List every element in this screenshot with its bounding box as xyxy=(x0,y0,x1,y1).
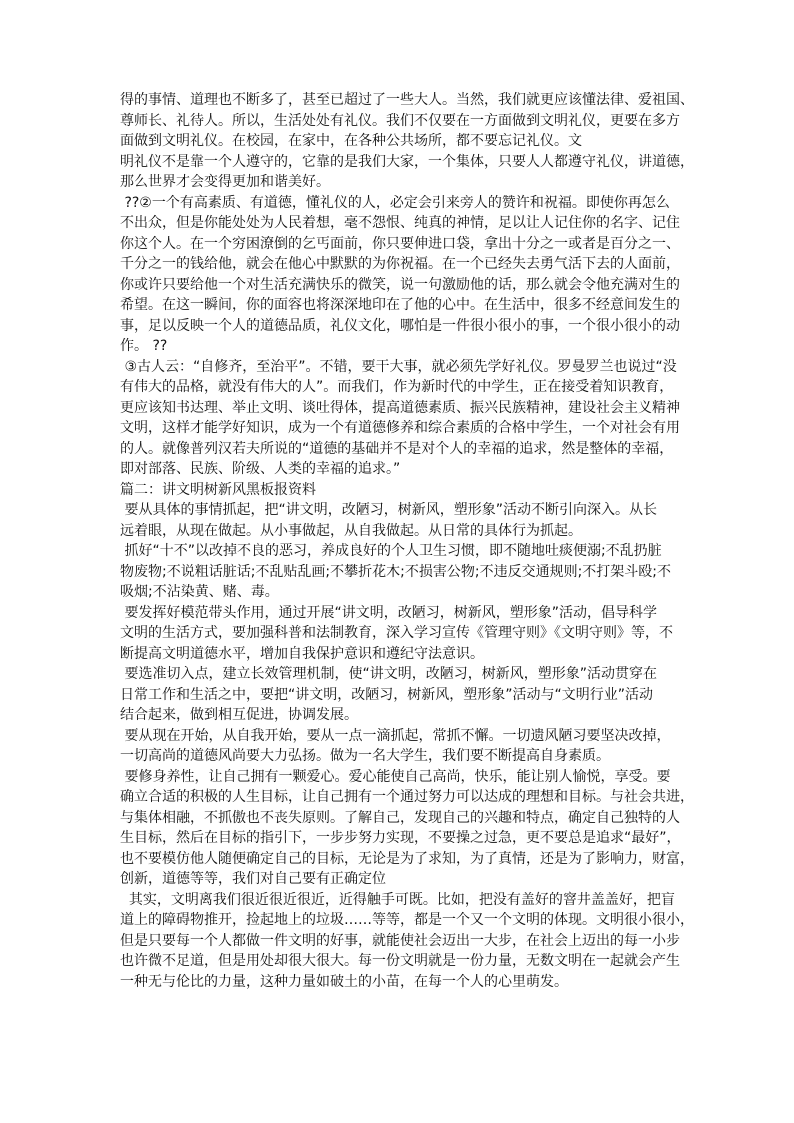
text-line: 但是只要每一个人都做一件文明的好事，就能使社会迈出一大步，在社会上迈出的每一小步 xyxy=(120,932,680,949)
text-line: 要从现在开始，从自我开始，要从一点一滴抓起，常抓不懈。一切遗风陋习要坚决改掉， xyxy=(120,727,671,744)
text-line: 生目标，然后在目标的指引下，一步步努力实现，不要操之过急，更不要总是追求“最好”， xyxy=(120,830,681,846)
text-line: 尊师长、礼待人。所以，生活处处有礼仪。我们不仅要在一方面做到文明礼仪，更要在多方 xyxy=(120,112,680,129)
text-line: 更应该知书达理、举止文明、谈吐得体，提高道德素质、振兴民族精神，建设社会主义精神 xyxy=(120,399,680,416)
text-line: 希望。在这一瞬间，你的面容也将深深地印在了他的心中。在生活中，很多不经意间发生的 xyxy=(120,297,680,313)
text-line: 不出众，但是你能处处为人民着想，毫不怨恨、纯真的神情，足以让人记住你的名字、记住 xyxy=(120,215,680,231)
section-heading: 篇二：讲文明树新风黑板报资料 xyxy=(120,481,316,498)
text-line: 抓好“十不”以改掉不良的恶习，养成良好的个人卫生习惯，即不随地吐痰便溺;不乱扔脏 xyxy=(120,543,662,559)
text-line: ??②一个有高素质、有道德，懂礼仪的人，必定会引来旁人的赞许和祝福。即使你再怎么 xyxy=(120,194,670,211)
text-line: 一切高尚的道德风尚要大力弘扬。做为一名大学生，我们要不断提高自身素质。 xyxy=(120,748,610,764)
text-line: 日常工作和生活之中，要把“讲文明，改陋习，树新风，塑形象”活动与“文明行业”活动 xyxy=(120,686,654,703)
text-line: 吸烟;不沾染黄、赌、毒。 xyxy=(120,584,279,600)
text-line: 结合起来，做到相互促进，协调发展。 xyxy=(120,707,358,723)
text-line: 得的事情、道理也不断多了，甚至已超过了一些大人。当然，我们就更应该懂法律、爱祖国、 xyxy=(120,92,694,108)
text-line: 那么世界才会变得更加和谐美好。 xyxy=(120,174,330,190)
text-line: 事，足以反映一个人的道德品质，礼仪文化，哪怕是一件很小很小的事，一个很小很小的动 xyxy=(120,317,680,334)
text-line: 也不要模仿他人随便确定自己的目标，无论是为了求知，为了真情，还是为了影响力，财富， xyxy=(120,850,694,867)
text-line: 你这个人。在一个穷困潦倒的乞丐面前，你只要伸进口袋，拿出十分之一或者是百分之一、 xyxy=(120,235,680,252)
text-line: 千分之一的钱给他，就会在他心中默默的为你祝福。在一个已经失去勇气活下去的人面前， xyxy=(120,256,680,272)
text-line: 要发挥好模范带头作用，通过开展“讲文明，改陋习，树新风，塑形象”活动，倡导科学 xyxy=(120,604,657,621)
text-line: 要从具体的事情抓起，把“讲文明，改陋习，树新风，塑形象”活动不断引向深入。从长 xyxy=(120,502,657,518)
text-line: 有伟大的品格，就没有伟大的人”。而我们，作为新时代的中学生，正在接受着知识教育， xyxy=(120,379,674,395)
text-line: 远着眼，从现在做起。从小事做起，从自我做起。从日常的具体行为抓起。 xyxy=(120,522,582,539)
text-line: 文明的生活方式，要加强科普和法制教育，深入学习宣传《管理守则》《文明守则》等，不 xyxy=(120,625,673,641)
text-line: ③古人云：“自修齐，至治平”。不错，要干大事，就必须先学好礼仪。罗曼罗兰也说过“没 xyxy=(120,358,677,375)
text-line: 即对部落、民族、阶级、人类的幸福的追求。” xyxy=(120,461,401,477)
text-line: 与集体相融，不抓傲也不丧失原则。了解自己，发现自己的兴趣和特点，确定自己独特的人 xyxy=(120,809,680,826)
text-line: 物废物;不说粗话脏话;不乱贴乱画;不攀折花木;不损害公物;不违反交通规则;不打架斗殴;不 xyxy=(120,563,672,580)
text-line: 的人。就像普列汉若夫所说的“道德的基础并不是对个人的幸福的追求，然是整体的幸福， xyxy=(120,440,674,457)
text-line: 文明，这样才能学好知识，成为一个有道德修养和综合素质的合格中学生，一个对社会有用 xyxy=(120,420,680,436)
text-line: 明礼仪不是靠一个人遵守的，它靠的是我们大家，一个集体，只要人人都遵守礼仪，讲道德， xyxy=(120,153,694,170)
text-line: 要选准切入点，建立长效管理机制，使“讲文明，改陋习，树新风，塑形象”活动贯穿在 xyxy=(120,666,657,682)
text-line: 也许微不足道，但是用处却很大很大。每一份文明就是一份力量，无数文明在一起就会产生 xyxy=(120,953,680,969)
text-line: 道上的障碍物推开，捡起地上的垃圾……等等，都是一个又一个文明的体现。文明很小很小， xyxy=(120,912,694,928)
text-line: 断提高文明道德水平，增加自我保护意识和遵纪守法意识。 xyxy=(120,645,484,662)
text-line: 其实，文明离我们很近很近很近，近得触手可既。比如，把没有盖好的窨井盖盖好，把盲 xyxy=(120,891,675,908)
text-line: 要修身养性，让自己拥有一颗爱心。爱心能使自己高尚，快乐，能让别人愉悦，享受。要 xyxy=(120,768,671,785)
text-line: 作。 ?? xyxy=(120,338,168,354)
text-line: 面做到文明礼仪。在校园，在家中，在各种公共场所，都不要忘记礼仪。文 xyxy=(120,133,582,149)
text-line: 创新，道德等等，我们对自己要有正确定位 xyxy=(120,871,386,887)
document-body xyxy=(120,90,694,992)
text-line: 一种无与伦比的力量，这种力量如破土的小苗，在每一个人的心里萌发。 xyxy=(120,973,568,990)
text-line: 你或许只要给他一个对生活充满快乐的微笑，说一句激励他的话，那么就会令他充满对生的 xyxy=(120,276,680,293)
text-line: 确立合适的积极的人生目标，让自己拥有一个通过努力可以达成的理想和目标。与社会共进， xyxy=(120,789,694,805)
